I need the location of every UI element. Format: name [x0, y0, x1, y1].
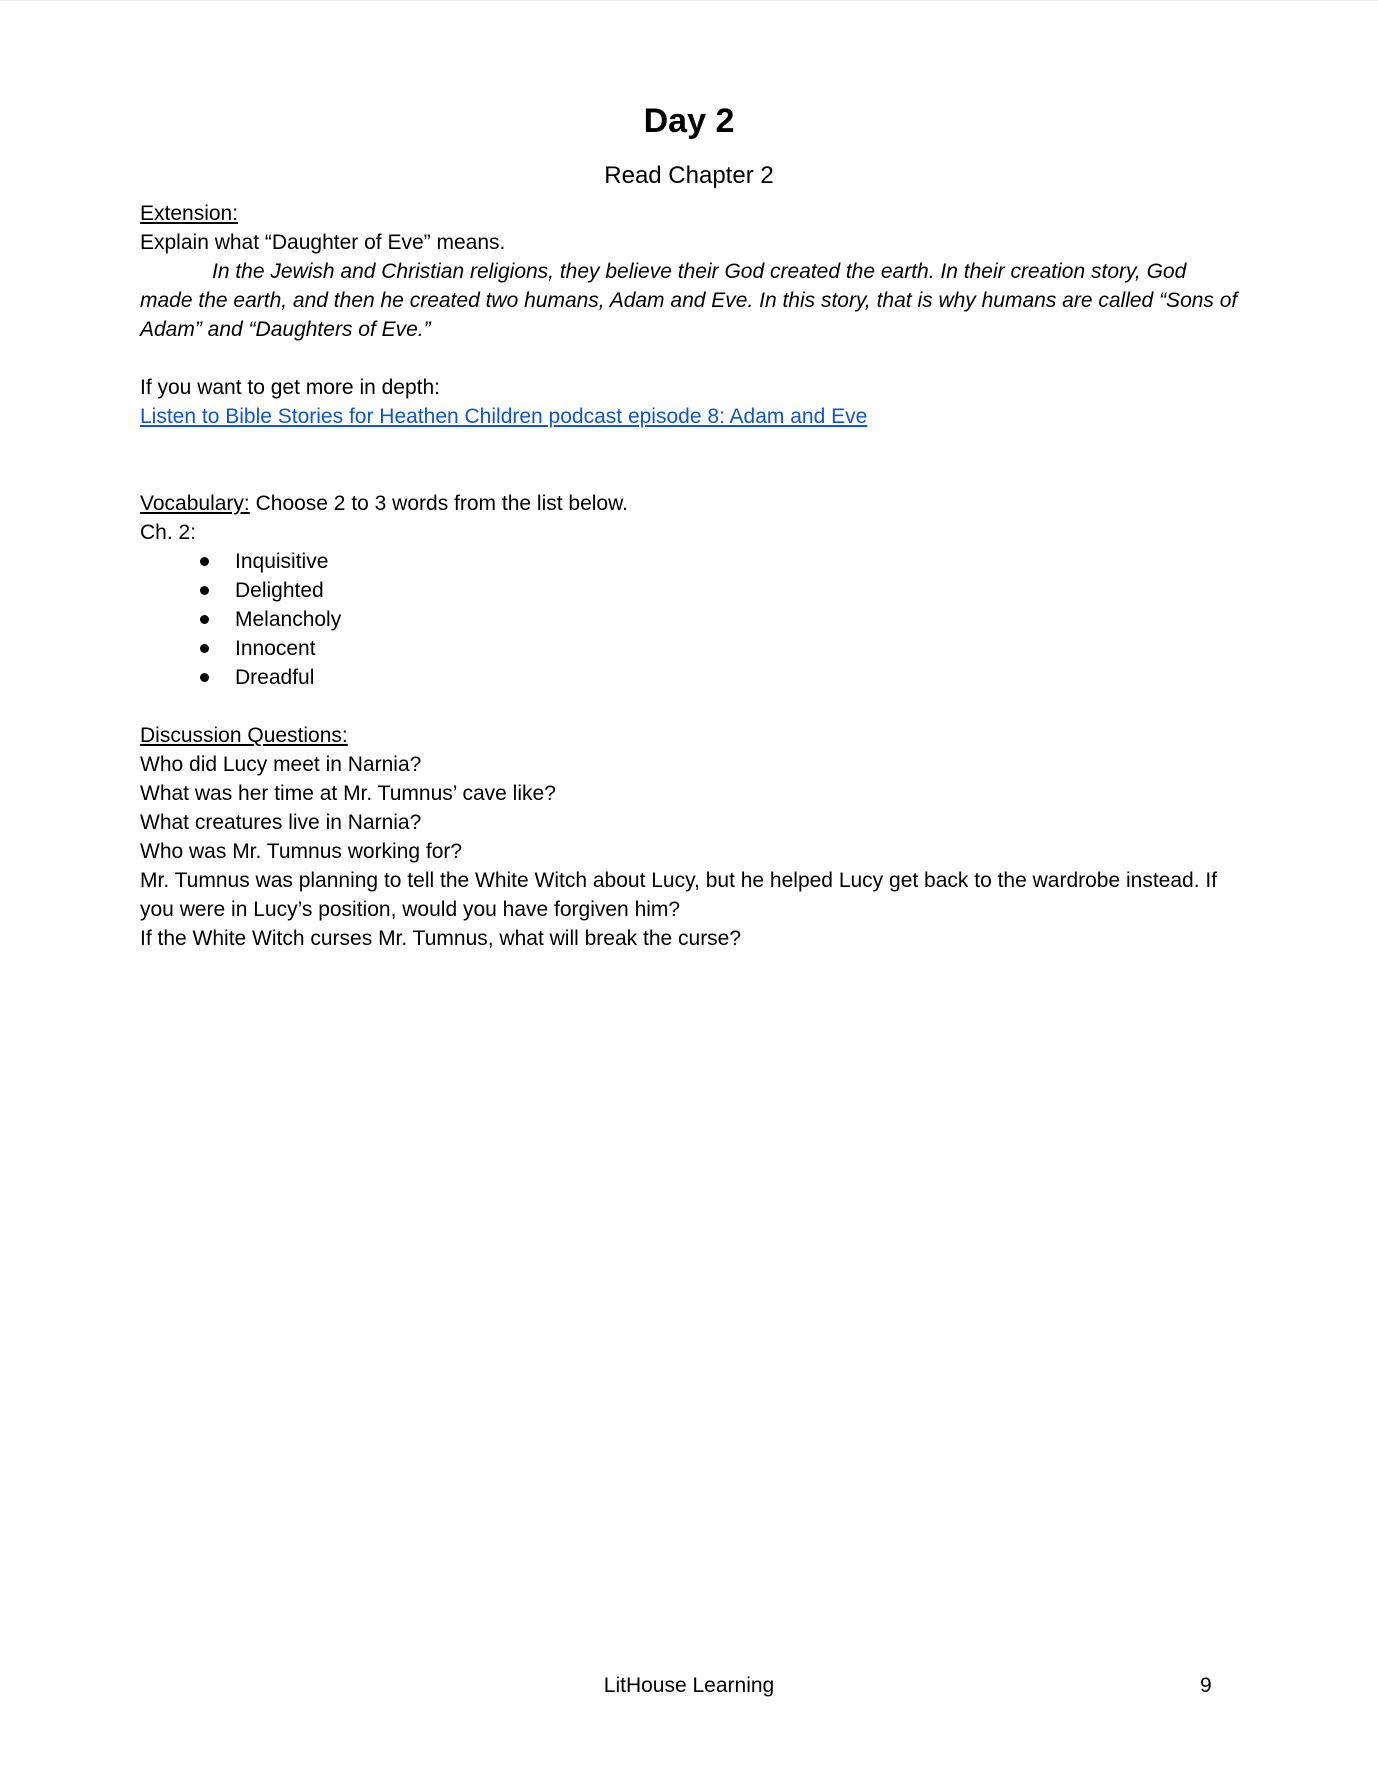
page-title: Day 2	[643, 102, 735, 140]
blank-line	[140, 431, 1238, 460]
page-subtitle: Read Chapter 2	[604, 162, 774, 189]
vocabulary-instruction: Choose 2 to 3 words from the list below.	[255, 492, 628, 515]
bullet-icon	[200, 673, 209, 682]
blank-line	[140, 460, 1238, 489]
vocabulary-item	[140, 663, 1238, 692]
vocabulary-word: Inquisitive	[235, 550, 329, 573]
extension-prompt: Explain what “Daughter of Eve” means.	[140, 231, 506, 254]
vocabulary-heading-line	[140, 489, 1238, 518]
footer-page-number: 9	[1200, 1674, 1212, 1697]
more-depth-label: If you want to get more in depth:	[140, 376, 441, 399]
vocabulary-item	[140, 605, 1238, 634]
discussion-question: If the White Witch curses Mr. Tumnus, what will break the curse?	[140, 927, 742, 950]
vocabulary-heading: Vocabulary:	[140, 492, 250, 515]
vocabulary-word: Delighted	[235, 579, 324, 602]
blank-line	[140, 344, 1238, 373]
podcast-link[interactable]: Listen to Bible Stories for Heathen Children podcast episode 8: Adam and Eve	[140, 405, 868, 428]
vocabulary-item	[140, 576, 1238, 605]
vocabulary-item	[140, 547, 1238, 576]
vocabulary-item	[140, 634, 1238, 663]
discussion-question: Mr. Tumnus was planning to tell the White Witch about Lucy, but he helped Lucy get back to the wardrobe instead. If you were in Lucy’s position, would you have forgiven him?	[140, 869, 1218, 921]
vocabulary-word: Melancholy	[235, 608, 342, 631]
extension-explanation: In the Jewish and Christian religions, they believe their God created the earth. In their creation story, God made the earth, and then he created two humans, Adam and Eve. In this story, that is why humans are called “Sons of Adam” and “Daughters of Eve.”	[140, 260, 1238, 341]
vocabulary-word: Dreadful	[235, 666, 315, 689]
discussion-question: What was her time at Mr. Tumnus’ cave like?	[140, 782, 556, 805]
discussion-heading: Discussion Questions:	[140, 724, 348, 747]
bullet-icon	[200, 586, 209, 595]
bullet-icon	[200, 615, 209, 624]
bullet-icon	[200, 644, 209, 653]
vocabulary-word: Innocent	[235, 637, 316, 660]
podcast-link-line	[140, 402, 1238, 431]
discussion-question: Who did Lucy meet in Narnia?	[140, 753, 422, 776]
footer-brand: LitHouse Learning	[603, 1674, 775, 1697]
vocabulary-section	[140, 489, 1238, 721]
vocabulary-chapter-label: Ch. 2:	[140, 521, 197, 544]
discussion-section	[140, 721, 1238, 953]
page-content	[0, 101, 1378, 953]
discussion-question: Who was Mr. Tumnus working for?	[140, 840, 463, 863]
discussion-question: What creatures live in Narnia?	[140, 811, 422, 834]
bullet-icon	[200, 557, 209, 566]
extension-section	[140, 199, 1238, 489]
blank-line	[140, 692, 1238, 721]
extension-heading: Extension:	[140, 202, 239, 225]
